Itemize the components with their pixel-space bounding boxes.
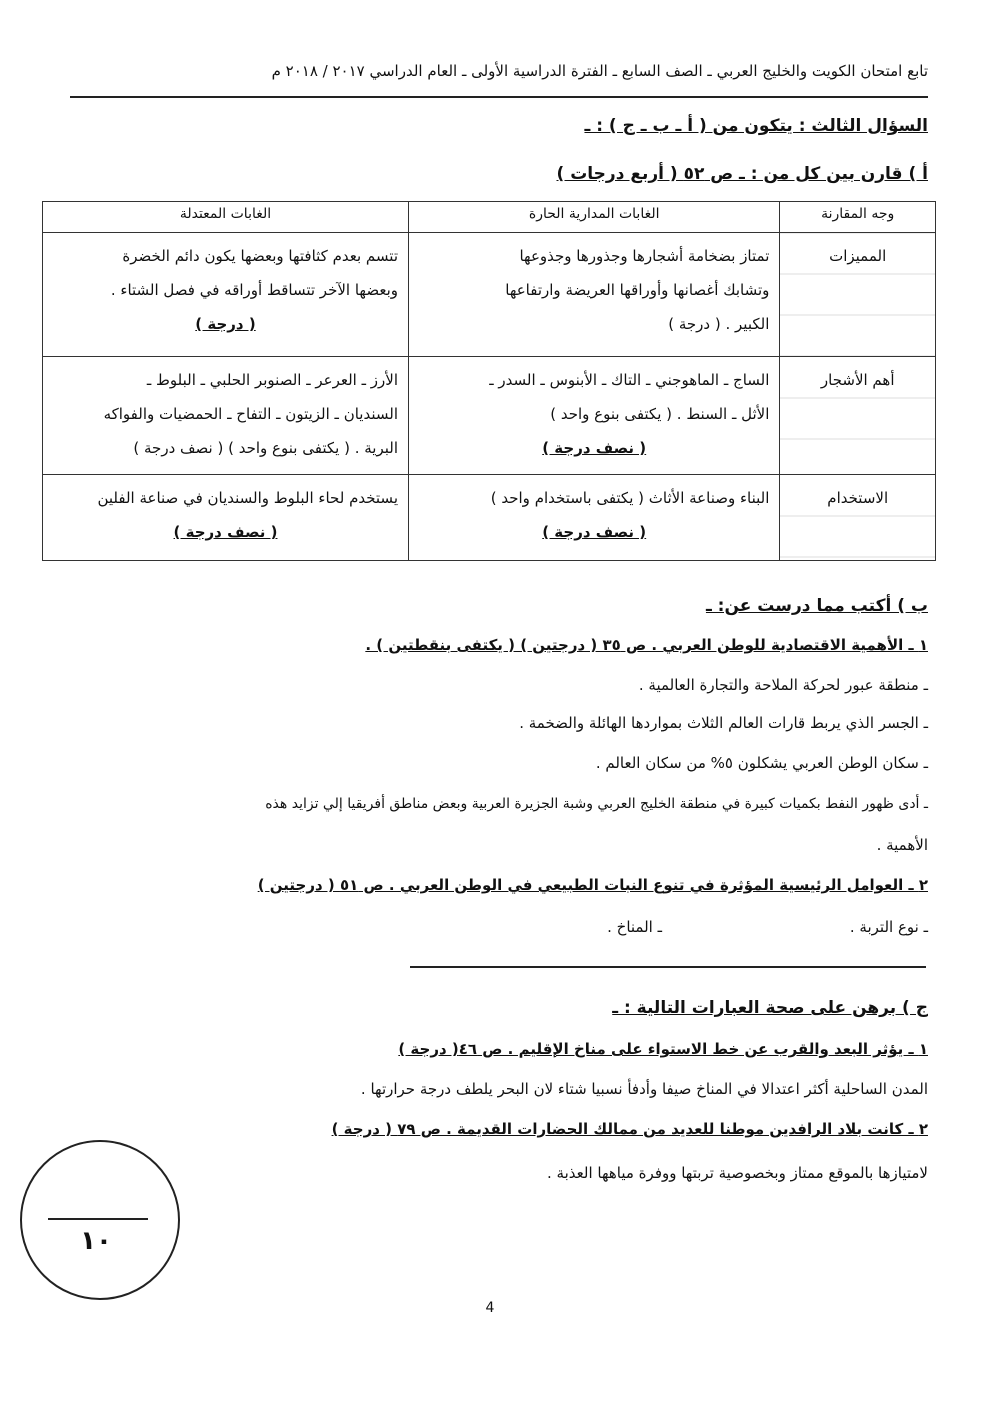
cell-text: البناء وصناعة الأثاث ( يكتفى باستخدام واحد ) [490,489,770,507]
page-header: تابع امتحان الكويت والخليج العربي ـ الصف السابع ـ الفترة الدراسية الأولى ـ العام الدراسي ٢٠١٧ / ٢٠١٨ م [271,62,928,80]
table-cell-aspect [780,233,936,357]
score-divider [48,1218,148,1220]
cell-mark: ( درجة ) [195,315,256,333]
part-b-title: ب ) أكتب مما درست عن: ـ [705,596,928,616]
table-cell-temperate [43,475,409,561]
table-cell-tropical [409,357,780,475]
answer-line: ـ نوع التربة . [849,918,928,936]
table-header-aspect: وجه المقارنة [780,202,936,233]
cell-text: تمتاز بضخامة أشجارها وجذورها وجذوعها [519,247,770,265]
part-c-item2-title: ٢ ـ كانت بلاد الرافدين موطنا للعديد من ممالك الحضارات القديمة . ص ٧٩ ( درجة ) [331,1120,928,1138]
answer-line: ـ الجسر الذي يربط قارات العالم الثلاث بمواردها الهائلة والضخمة . [519,714,928,732]
table-cell-tropical [409,233,780,357]
part-a-title: أ ) قارن بين كل من : ـ ص ٥٢ ( أربع درجات ) [556,164,928,184]
table-cell-aspect [780,475,936,561]
cell-text: الكبير . ( درجة ) [668,315,770,333]
cell-mark: ( نصف درجة ) [542,523,647,541]
cell-text: الساج ـ الماهوجني ـ التاك ـ الأبنوس ـ السدر ـ [489,371,770,389]
table-row [43,357,936,475]
page-number: 4 [485,1300,495,1316]
cell-text: وتشابك أغصانها وأوراقها العريضة وارتفاعها [505,281,770,299]
cell-text: السنديان ـ الزيتون ـ التفاح ـ الحمضيات والفواكه [103,405,398,423]
aspect-label: الاستخدام [827,489,889,507]
table-header-row [43,202,936,233]
part-b-item1-title: ١ ـ الأهمية الاقتصادية للوطن العربي . ص ٣٥ ( درجتين ) ( يكتفى بنقطتين ) . [365,636,928,654]
answer-line: ـ أدى ظهور النفط بكميات كبيرة في منطقة الخليج العربي وشبة الجزيرة العربية وبعض مناطق أفريقيا إلي تزايد هذه [265,796,928,812]
cell-text: البرية . ( يكتفى بنوع واحد ) ( نصف درجة ) [133,439,398,457]
table-cell-temperate [43,357,409,475]
answer-line: ـ منطقة عبور لحركة الملاحة والتجارة العالمية . [638,676,928,694]
aspect-label: المميزات [829,247,887,265]
cell-text: تتسم بعدم كثافتها وبعضها يكون دائم الخضرة [122,247,398,265]
cell-text: يستخدم لحاء البلوط والسنديان في صناعة الفلين [97,489,398,507]
header-divider [70,96,928,98]
aspect-label: أهم الأشجار [820,371,895,389]
answer-line: ـ المناخ . [607,918,662,936]
table-cell-tropical [409,475,780,561]
cell-mark: ( نصف درجة ) [173,523,278,541]
cell-text: وبعضها الآخر تتساقط أوراقه في فصل الشتاء . [110,281,398,299]
answer-line: لامتيازها بالموقع ممتاز وبخصوصية تربتها ووفرة مياهها العذبة . [547,1164,928,1182]
comparison-table [42,201,936,561]
part-b-item2-title: ٢ ـ العوامل الرئيسية المؤثرة في تنوع النبات الطبيعي في الوطن العربي . ص ٥١ ( درجتين ) [257,876,928,894]
question-title: السؤال الثالث : يتكون من ( أ ـ ب ـ ج ) : ـ [584,116,928,136]
part-c-item1-title: ١ ـ يؤثر البعد والقرب عن خط الاستواء على مناخ الإقليم . ص ٤٦( درجة ) [398,1040,928,1058]
cell-mark: ( نصف درجة ) [542,439,647,457]
table-cell-aspect [780,357,936,475]
score-value: ١٠ [80,1226,112,1256]
answer-line: الأهمية . [876,836,928,854]
table-row [43,233,936,357]
section-divider [410,966,926,968]
table-row [43,475,936,561]
answer-line: ـ سكان الوطن العربي يشكلون ٥% من سكان العالم . [595,754,928,772]
table-header-temperate: الغابات المعتدلة [43,202,409,233]
cell-text: الأرز ـ العرعر ـ الصنوبر الحلبي ـ البلوط ـ [146,371,398,389]
table-cell-temperate [43,233,409,357]
cell-text: الأثل ـ السنط . ( يكتفى بنوع واحد ) [550,405,770,423]
score-circle [20,1140,180,1300]
part-c-title: ج ) برهن على صحة العبارات التالية : ـ [612,998,928,1018]
answer-line: المدن الساحلية أكثر اعتدالا في المناخ صيفا وأدفأ نسبيا شتاء لان البحر يلطف درجة حرارتها . [360,1080,928,1098]
table-header-tropical: الغابات المدارية الحارة [409,202,780,233]
